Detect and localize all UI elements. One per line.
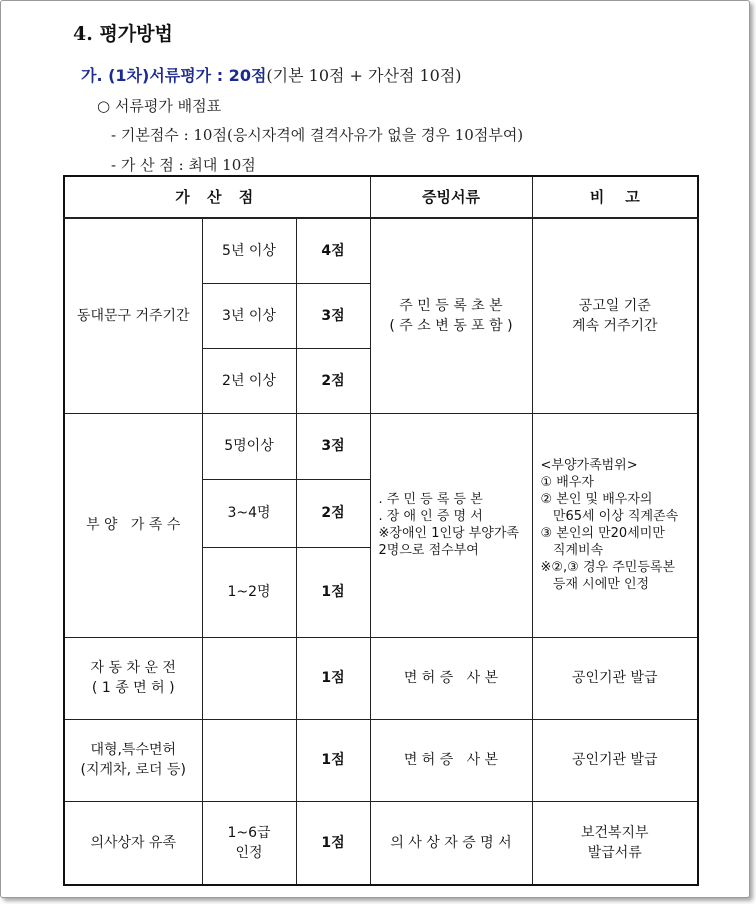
bonus-score-line: - 가 산 점 : 최대 10점 <box>111 156 256 174</box>
residence-pts: 4점 <box>296 218 370 283</box>
dependents-cond: 1~2명 <box>202 547 296 637</box>
header-remarks: 비 고 <box>532 176 698 218</box>
veteran-note: 보건복지부 발급서류 <box>532 801 698 885</box>
driving-label: 자 동 차 운 전 ( 1 종 면 허 ) <box>64 637 202 719</box>
bonus-score-table <box>63 175 699 886</box>
driving-cond <box>202 637 296 719</box>
heavy-cond <box>202 719 296 801</box>
dependents-cond: 5명이상 <box>202 413 296 479</box>
heavy-doc: 면 허 증 사 본 <box>370 719 532 801</box>
residence-cond: 3년 이상 <box>202 283 296 348</box>
subsection-title-note: (기본 10점 + 가산점 10점) <box>266 66 462 85</box>
heavy-pts: 1점 <box>296 719 370 801</box>
base-score-line: - 기본점수 : 10점(응시자격에 결격사유가 없을 경우 10점부여) <box>111 126 524 144</box>
table-row <box>64 218 698 283</box>
residence-note: 공고일 기준 계속 거주기간 <box>532 218 698 413</box>
table-row <box>64 801 698 885</box>
score-table-caption: ○ 서류평가 배점표 <box>97 97 222 115</box>
header-bonus: 가 산 점 <box>64 176 370 218</box>
driving-note: 공인기관 발급 <box>532 637 698 719</box>
residence-cond: 2년 이상 <box>202 348 296 413</box>
dependents-label: 부 양 가 족 수 <box>64 413 202 637</box>
heavy-note: 공인기관 발급 <box>532 719 698 801</box>
dependents-pts: 2점 <box>296 479 370 547</box>
residence-pts: 2점 <box>296 348 370 413</box>
table-row <box>64 637 698 719</box>
veteran-pts: 1점 <box>296 801 370 885</box>
dependents-doc: . 주 민 등 록 등 본 . 장 애 인 증 명 서 ※장애인 1인당 부양가족 2명으로 점수부여 <box>370 413 532 637</box>
driving-doc: 면 허 증 사 본 <box>370 637 532 719</box>
heavy-label: 대형,특수면허 (지게차, 로더 등) <box>64 719 202 801</box>
dependents-cond: 3~4명 <box>202 479 296 547</box>
header-evidence: 증빙서류 <box>370 176 532 218</box>
dependents-pts: 1점 <box>296 547 370 637</box>
table-row <box>64 719 698 801</box>
veteran-doc: 의 사 상 자 증 명 서 <box>370 801 532 885</box>
dependents-pts: 3점 <box>296 413 370 479</box>
table-row <box>64 413 698 479</box>
subsection-title-main: 가. (1차)서류평가 : 20점 <box>81 66 267 85</box>
residence-cond: 5년 이상 <box>202 218 296 283</box>
driving-pts: 1점 <box>296 637 370 719</box>
residence-pts: 3점 <box>296 283 370 348</box>
veteran-label: 의사상자 유족 <box>64 801 202 885</box>
subsection-title <box>81 63 462 86</box>
residence-label: 동대문구 거주기간 <box>64 218 202 413</box>
table-header-row <box>64 176 698 218</box>
dependents-note: <부양가족범위> ① 배우자 ② 본인 및 배우자의 만65세 이상 직계존속 ③ 본인의 만20세미만 직계비속 ※②,③ 경우 주민등록본 등재 시에만 인정 <box>532 413 698 637</box>
residence-doc: 주 민 등 록 초 본 ( 주 소 변 동 포 함 ) <box>370 218 532 413</box>
veteran-cond: 1~6급 인정 <box>202 801 296 885</box>
section-heading: 4. 평가방법 <box>73 23 173 45</box>
